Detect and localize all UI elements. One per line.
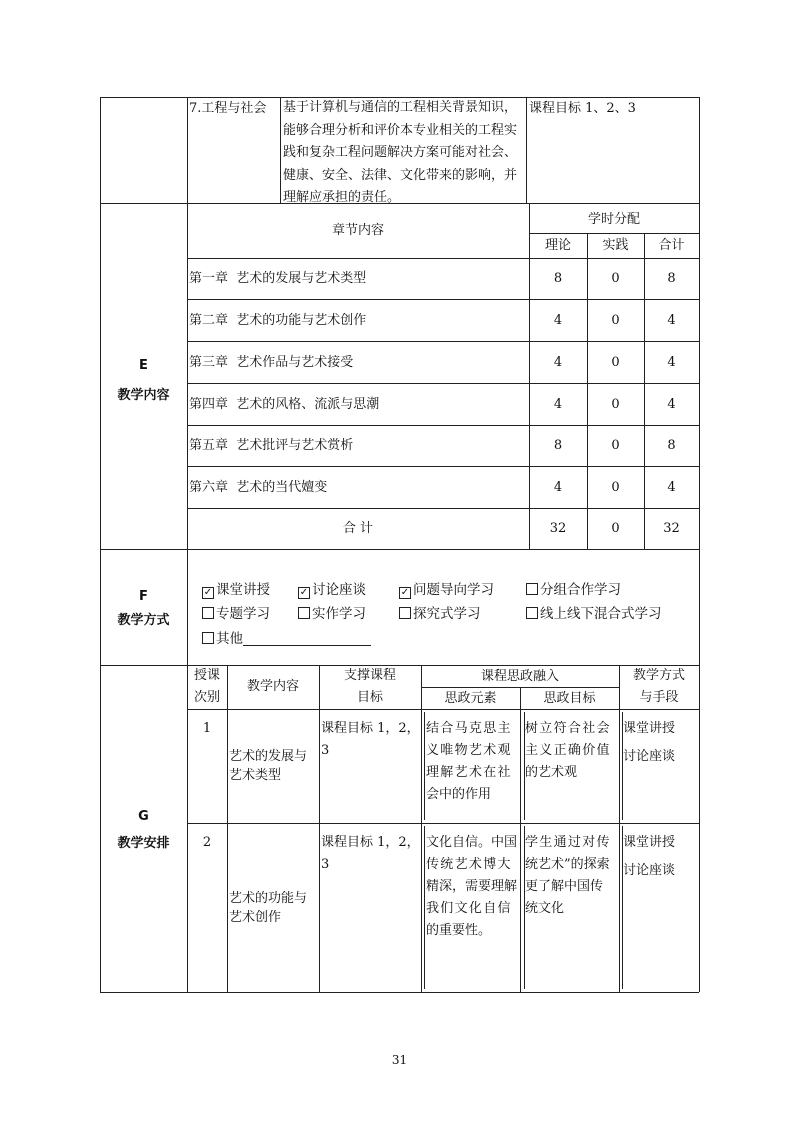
chapter-practice: 0 xyxy=(611,480,620,495)
row-element-line: 精深，需要理解 xyxy=(426,879,518,894)
chapter-total: 4 xyxy=(667,480,676,495)
row-method-line: 讨论座谈 xyxy=(623,863,676,878)
row-element-line: 理解艺术在社 xyxy=(426,765,512,780)
teaching-method-option[interactable]: 专题学习 xyxy=(202,604,270,624)
header-hours: 学时分配 xyxy=(587,212,640,227)
header-session-line2: 次别 xyxy=(193,690,220,705)
row-element-line: 的重要性。 xyxy=(426,923,492,938)
checkbox-checked-icon[interactable]: ✓ xyxy=(203,587,213,598)
header-session-line1: 授课 xyxy=(193,668,220,683)
row-target-line: 学生通过对传 xyxy=(525,835,611,850)
checkbox-checked-icon[interactable]: ✓ xyxy=(299,587,309,598)
row-target-line: 主义正确价值 xyxy=(525,743,611,758)
checkbox-empty-icon[interactable] xyxy=(526,583,538,595)
section-f-letter: F xyxy=(139,589,148,604)
teaching-method-option[interactable]: ✓ 课堂讲授 xyxy=(203,582,270,598)
row-content-line: 艺术的功能与 xyxy=(229,891,308,906)
teaching-method-option[interactable]: 分组合作学习 xyxy=(526,580,621,600)
chapter-name: 第二章 艺术的功能与艺术创作 xyxy=(189,313,367,328)
row-method-line: 课堂讲授 xyxy=(623,721,676,736)
section-g-title: 教学安排 xyxy=(117,836,170,851)
outcome-goals: 课程目标 1、2、3 xyxy=(529,101,636,116)
row-target-line: 的艺术观 xyxy=(525,765,578,780)
row-content-line: 艺术创作 xyxy=(229,910,282,925)
chapter-name: 第四章 艺术的风格、流派与思潮 xyxy=(189,397,380,412)
row-element-line: 结合马克思主 xyxy=(426,721,512,736)
row-target-line: 统艺术”的探索 xyxy=(525,857,610,872)
chapter-name: 第一章 艺术的发展与艺术类型 xyxy=(189,271,367,286)
row-element-line: 文化自信。中国 xyxy=(426,835,518,850)
session-number: 2 xyxy=(202,835,212,850)
section-g-letter: G xyxy=(138,809,149,824)
header-ideology: 课程思政融入 xyxy=(480,669,559,684)
header-goals-line2: 目标 xyxy=(356,690,383,705)
chapter-practice: 0 xyxy=(611,313,620,328)
row-goals-line: 3 xyxy=(321,743,330,758)
chapter-theory: 4 xyxy=(553,397,563,412)
teaching-method-option[interactable]: ✓ 问题导向学习 xyxy=(400,582,494,598)
chapter-total: 4 xyxy=(667,397,676,412)
row-element-line: 传统艺术博大 xyxy=(426,857,512,872)
checkbox-empty-icon[interactable] xyxy=(399,607,411,619)
teaching-method-option[interactable]: ✓ 讨论座谈 xyxy=(299,582,366,598)
row-goals-line: 课程目标 1，2， xyxy=(321,835,420,850)
row-goals-line: 3 xyxy=(321,857,330,872)
chapter-theory: 8 xyxy=(553,271,563,286)
sum-theory: 32 xyxy=(549,521,567,536)
session-number: 1 xyxy=(202,721,212,736)
checkbox-empty-icon[interactable] xyxy=(526,607,538,619)
chapter-practice: 0 xyxy=(611,397,620,412)
checkbox-checked-icon[interactable]: ✓ xyxy=(400,587,410,598)
row-content-line: 艺术类型 xyxy=(229,768,282,783)
chapter-theory: 4 xyxy=(553,480,563,495)
header-method-line2: 与手段 xyxy=(639,690,679,705)
row-target-line: 统文化 xyxy=(525,901,565,916)
checkbox-empty-icon[interactable] xyxy=(202,607,214,619)
chapter-theory: 4 xyxy=(553,313,563,328)
header-ideology-targets: 思政目标 xyxy=(543,691,596,706)
header-method-line1: 教学方式 xyxy=(632,668,685,683)
chapter-practice: 0 xyxy=(611,355,620,370)
header-goals-line1: 支撑课程 xyxy=(343,668,396,683)
row-element-line: 会中的作用 xyxy=(426,787,492,802)
row-element-line: 义唯物艺术观 xyxy=(426,743,512,758)
page-number: 31 xyxy=(391,1053,408,1067)
teaching-method-option[interactable]: 实作学习 xyxy=(298,604,366,624)
chapter-total: 4 xyxy=(667,355,676,370)
row-content-line: 艺术的发展与 xyxy=(229,749,308,764)
teaching-method-option[interactable]: 线上线下混合式学习 xyxy=(526,604,662,624)
chapter-name: 第五章 艺术批评与艺术赏析 xyxy=(189,438,354,453)
header-teaching-content: 教学内容 xyxy=(246,679,299,694)
header-ideology-elements: 思政元素 xyxy=(444,691,497,706)
sum-total: 32 xyxy=(663,521,680,536)
header-total: 合计 xyxy=(658,238,685,253)
header-theory: 理论 xyxy=(544,238,571,253)
chapter-name: 第六章 艺术的当代嬗变 xyxy=(189,480,328,495)
header-chapter-content: 章节内容 xyxy=(331,223,384,238)
section-e-letter: E xyxy=(139,358,148,373)
chapter-total: 8 xyxy=(667,438,676,453)
outcome-description: 基于计算机与通信的工程相关背景知识，能够合理分析和评价本专业相关的工程实践和复杂工程问题解决方案可能对社会、健康、安全、法律、文化带来的影响，并理解应承担的责任。 xyxy=(283,100,518,205)
row-target-line: 树立符合社会 xyxy=(525,721,611,736)
header-practice: 实践 xyxy=(602,238,629,253)
teaching-method-option-other[interactable]: 其他 xyxy=(202,629,371,649)
teaching-method-option[interactable]: 探究式学习 xyxy=(399,604,481,624)
row-method-line: 课堂讲授 xyxy=(623,835,676,850)
outcome-indicator: 7.工程与社会 xyxy=(189,101,267,116)
checkbox-empty-icon[interactable] xyxy=(202,632,214,644)
chapter-theory: 4 xyxy=(553,355,563,370)
sum-practice: 0 xyxy=(611,521,620,536)
chapter-practice: 0 xyxy=(611,438,620,453)
chapter-name: 第三章 艺术作品与艺术接受 xyxy=(189,355,354,370)
chapter-total: 8 xyxy=(667,271,676,286)
row-element-line: 我们文化自信 xyxy=(426,901,512,916)
section-e-title: 教学内容 xyxy=(117,388,170,403)
checkbox-empty-icon[interactable] xyxy=(298,607,310,619)
row-goals-line: 课程目标 1，2， xyxy=(321,721,420,736)
sum-label: 合 计 xyxy=(342,521,374,536)
row-target-line: 更了解中国传 xyxy=(525,879,604,894)
other-blank-field[interactable] xyxy=(243,631,371,646)
chapter-practice: 0 xyxy=(611,271,620,286)
row-method-line: 讨论座谈 xyxy=(623,749,676,764)
section-f-title: 教学方式 xyxy=(117,613,170,628)
chapter-total: 4 xyxy=(667,313,676,328)
chapter-theory: 8 xyxy=(553,438,563,453)
